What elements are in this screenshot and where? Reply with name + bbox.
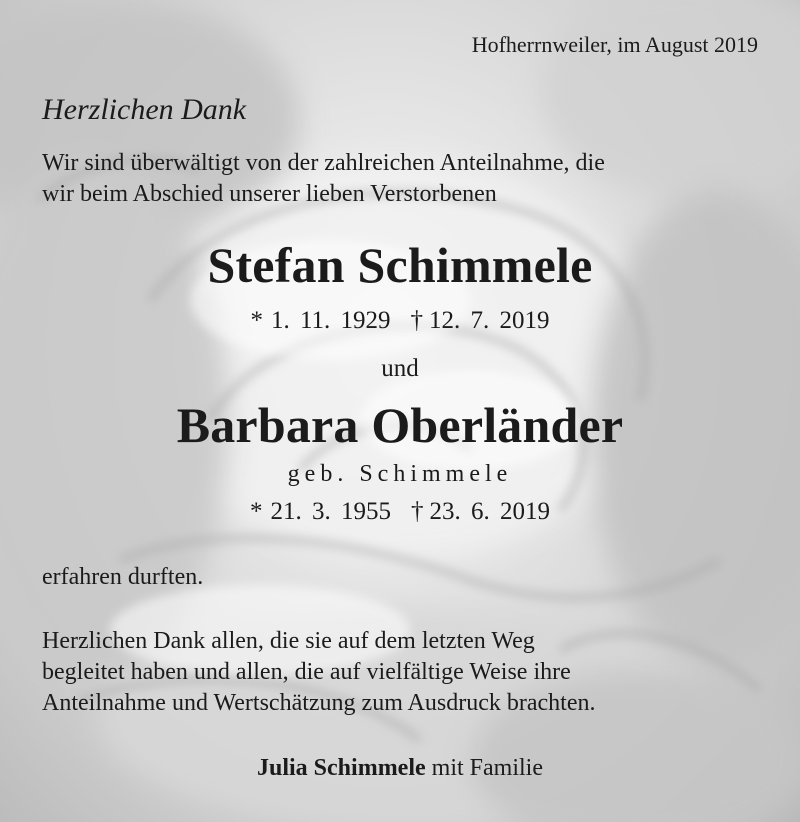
death-symbol: † xyxy=(410,307,424,334)
thanks-line: Anteilnahme und Wertschätzung zum Ausdruck brachten. xyxy=(42,690,596,716)
closing-phrase: erfahren durften. xyxy=(42,564,204,590)
thanks-line: Herzlichen Dank allen, die sie auf dem letzten Weg xyxy=(42,628,535,654)
maiden-name: geb. Schimmele xyxy=(287,461,513,487)
signature xyxy=(0,755,800,782)
birth-symbol: * xyxy=(250,498,263,525)
signature-name: Julia Schimmele xyxy=(257,755,426,781)
place-date: Hofherrnweiler, im August 2019 xyxy=(471,32,758,57)
deceased-name: Stefan Schimmele xyxy=(207,237,593,293)
thanks-line: begleitet haben und allen, die auf vielfältige Weise ihre xyxy=(42,659,571,685)
birth-date: 21. 3. 1955 xyxy=(270,498,391,525)
thanks-paragraph xyxy=(42,626,782,719)
death-date: 23. 6. 2019 xyxy=(429,498,550,525)
death-date: 12. 7. 2019 xyxy=(429,307,550,334)
deceased-name: Barbara Oberländer xyxy=(176,397,624,453)
signature-suffix: mit Familie xyxy=(425,755,543,781)
birth-date: 1. 11. 1929 xyxy=(270,307,391,334)
life-dates xyxy=(0,307,800,335)
death-symbol: † xyxy=(411,498,424,525)
intro-paragraph xyxy=(42,148,772,210)
intro-line: Wir sind überwältigt von der zahlreichen Anteilnahme, die xyxy=(42,150,605,176)
conjunction: und xyxy=(381,355,419,382)
greeting-heading: Herzlichen Dank xyxy=(42,93,247,126)
intro-line: wir beim Abschied unserer lieben Verstorbenen xyxy=(42,181,497,207)
life-dates xyxy=(0,498,800,526)
birth-symbol: * xyxy=(250,307,263,334)
